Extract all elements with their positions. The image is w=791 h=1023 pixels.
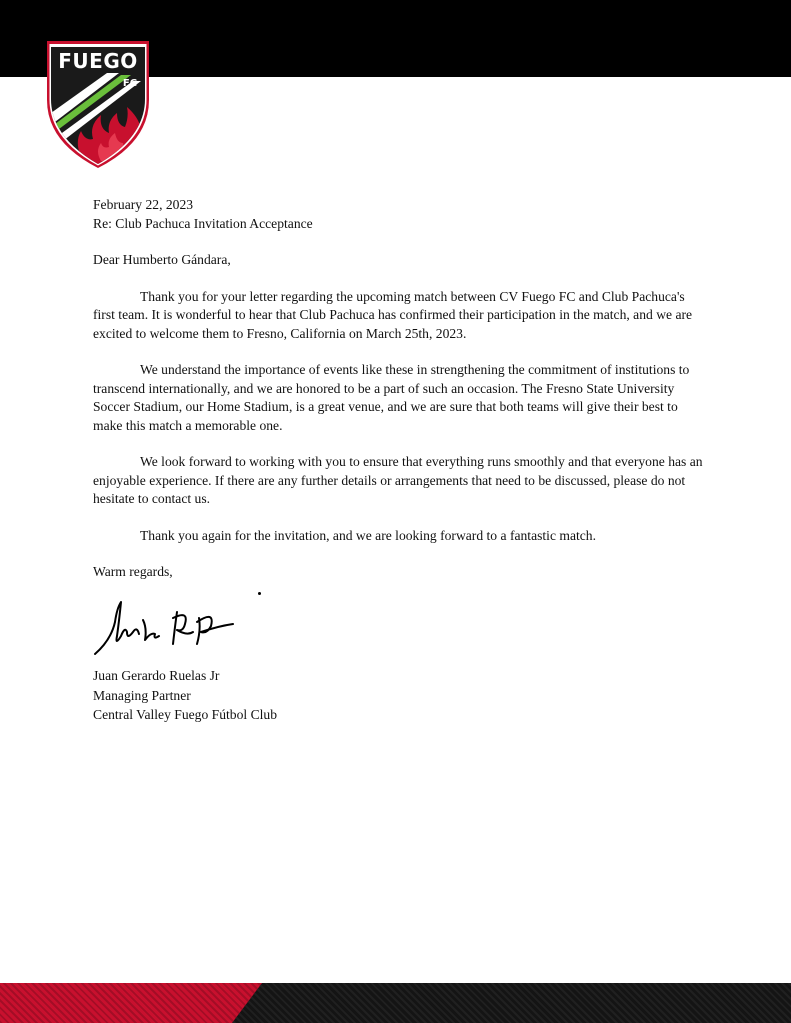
letter-date: February 22, 2023	[93, 197, 194, 212]
letter-paragraph-2: We understand the importance of events like these in strengthening the commitment of institutions to transcend internationally, and we are honored to be a part of such an occasion. The Fresno State University Soccer Stadium, our Home Stadium, is a great venue, and we are sure that both teams will give their best to make this match a memorable one.	[93, 362, 690, 433]
signature-icon	[93, 596, 273, 660]
letter-paragraph-1: Thank you for your letter regarding the upcoming match between CV Fuego FC and Club Pachuca's first team. It is wonderful to hear that Club Pachuca has confirmed their participation in the match, and we are excited to welcome them to Fresno, California on March 25th, 2023.	[93, 288, 693, 341]
signer-title: Managing Partner	[93, 687, 191, 703]
crest-shield-icon	[45, 37, 151, 169]
letter-paragraph-3: We look forward to working with you to ensure that everything runs smoothly and that everyone has an enjoyable experience. If there are any further details or arrangements that need to be discussed, please do not hesitate to contact us.	[93, 454, 703, 506]
ink-dot	[258, 592, 261, 595]
crest-wordmark: FUEGO	[58, 49, 138, 73]
letter-subject: Re: Club Pachuca Invitation Acceptance	[93, 215, 313, 231]
letter-body	[93, 196, 705, 582]
signer-organization: Central Valley Fuego Fútbol Club	[93, 707, 278, 722]
letter-paragraph-4: Thank you again for the invitation, and we are looking forward to a fantastic match.	[140, 527, 596, 543]
fuego-fc-crest-logo	[45, 37, 151, 169]
letter-salutation: Dear Humberto Gándara,	[93, 252, 231, 267]
signature-block	[93, 666, 493, 725]
letter-closing: Warm regards,	[93, 564, 173, 579]
crest-sub: FC	[122, 78, 138, 89]
signer-name: Juan Gerardo Ruelas Jr	[93, 668, 220, 683]
handwritten-signature	[93, 596, 273, 660]
